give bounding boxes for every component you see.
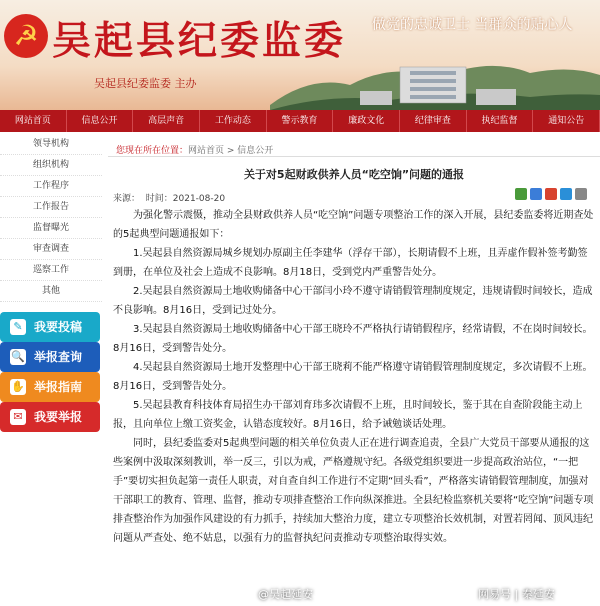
report-guide-button[interactable] <box>0 372 100 402</box>
nav-leadership-voice[interactable]: 高层声音 <box>133 110 200 132</box>
pencil-icon: ✎ <box>10 319 26 335</box>
nav-integrity-culture[interactable]: 廉政文化 <box>333 110 400 132</box>
watermark-left: @吴起延安 <box>258 588 313 601</box>
party-emblem-icon: ☭ <box>4 14 48 58</box>
breadcrumb <box>116 143 273 156</box>
make-report-label: 我要举报 <box>34 410 83 424</box>
article-paragraph: 同时，县纪委监委对5起典型问题的相关单位负责人正在进行调查追责，全县广大党员干部要从通报的这些案例中汲取深刻教训，举一反三，引以为戒，严格遵规守纪。各级党组织要进一步提高政治站位，“一把手”要切实担负起第一责任人职责，对自查自纠工作进行不定期“回头看”，严格落实请销假管理制度，加强对干部职工的教育、管理、监督，推动专项排查整治工作向纵深推进。全县纪检监察机关要将“吃空饷”问题专项排查整治作为加强作风建设的有力抓手，持续加大整治力度，建立专项整治长效机制，对置若罔闻、顶风违纪问题从严查处、绝不姑息，以强有力的监督执纪问责推动专项整治取得实效。 <box>113 438 594 544</box>
nav-info-public[interactable]: 信息公开 <box>67 110 134 132</box>
sidebar-item-inspection[interactable]: 巡察工作 <box>0 260 102 281</box>
nav-discipline-review[interactable]: 纪律审查 <box>400 110 467 132</box>
nav-work-news[interactable]: 工作动态 <box>200 110 267 132</box>
sidebar-item-report[interactable]: 工作报告 <box>0 197 102 218</box>
sidebar-item-leadership[interactable]: 领导机构 <box>0 134 102 155</box>
sidebar-item-exposure[interactable]: 监督曝光 <box>0 218 102 239</box>
share-more-icon[interactable] <box>575 188 587 200</box>
sidebar-item-organization[interactable]: 组织机构 <box>0 155 102 176</box>
submit-article-button[interactable] <box>0 312 100 342</box>
report-query-label: 举报查询 <box>34 350 83 364</box>
share-weibo-icon[interactable] <box>545 188 557 200</box>
time-label: 时间： <box>145 194 173 204</box>
article-paragraph: 2.吴起县自然资源局土地收购储备中心干部闫小玲不遵守请销假管理制度规定，违规请假时间较长，造成不良影响。8月16日，受到记过处分。 <box>113 286 593 316</box>
share-qzone-icon[interactable] <box>530 188 542 200</box>
site-header <box>0 0 600 110</box>
article-body <box>113 206 595 548</box>
make-report-button[interactable] <box>0 402 100 432</box>
publish-date: 2021-08-20 <box>172 194 226 204</box>
sidebar-item-other[interactable]: 其他 <box>0 281 102 302</box>
sidebar-item-procedure[interactable]: 工作程序 <box>0 176 102 197</box>
source-label: 来源： <box>113 194 141 204</box>
sponsor-label: 吴起县纪委监委 主办 <box>94 77 197 90</box>
report-query-button[interactable] <box>0 342 100 372</box>
search-icon: 🔍 <box>11 350 25 363</box>
report-guide-label: 举报指南 <box>34 380 83 394</box>
share-wechat-icon[interactable] <box>515 188 527 200</box>
article-paragraph: 3.吴起县自然资源局土地收购储备中心干部王晓玲不严格执行请销假程序，经常请假，不在岗时间较长。8月16日，受到警告处分。 <box>113 324 593 354</box>
sidebar-item-investigation[interactable]: 审查调查 <box>0 239 102 260</box>
breadcrumb-home[interactable]: 网站首页 <box>188 146 225 156</box>
site-title: 吴起县纪委监委 <box>52 18 347 64</box>
nav-warning-education[interactable]: 警示教育 <box>267 110 334 132</box>
share-bar <box>515 188 587 200</box>
breadcrumb-prefix: 您现在所在位置： <box>116 146 189 156</box>
breadcrumb-current[interactable]: 信息公开 <box>237 146 274 156</box>
article-paragraph: 1.吴起县自然资源局城乡规划办原副主任李建华（浮存干部），长期请假不上班，且弄虚作假补签考勤签到册，在单位及社会上造成不良影响。8月18日，受到党内严重警告处分。 <box>113 248 588 278</box>
site-slogan: 做党的忠诚卫士 当群众的贴心人 <box>372 17 573 33</box>
hand-icon: ✋ <box>11 380 25 393</box>
article-paragraph: 5.吴起县教育科技体育局招生办干部刘育玮多次请假不上班，且时间较长，鉴于其在自查阶段能主动上报，且向单位上缴工资奖金，认错态度较好。8月16日，给予诫勉谈话处理。 <box>113 400 583 430</box>
nav-notices[interactable]: 通知公告 <box>533 110 600 132</box>
nav-home[interactable]: 网站首页 <box>0 110 67 132</box>
breadcrumb-separator: > <box>224 146 238 156</box>
submit-article-label: 我要投稿 <box>34 320 83 334</box>
divider <box>108 156 600 157</box>
article-paragraph: 4.吴起县自然资源局土地开发整理中心干部王晓莉不能严格遵守请销假管理制度规定，多次请假不上班。8月16日，受到警告处分。 <box>113 362 593 392</box>
watermark-right: 网易号 | 秦延安 <box>478 588 555 601</box>
share-tencent-icon[interactable] <box>560 188 572 200</box>
sidebar <box>0 134 102 606</box>
article-title: 关于对5起财政供养人员“吃空饷”问题的通报 <box>243 168 465 181</box>
article-meta <box>113 191 225 204</box>
main-nav <box>0 110 600 132</box>
article-paragraph: 为强化警示震慑，推动全县财政供养人员“吃空饷”问题专项整治工作的深入开展，县纪委监委将近期查处的5起典型问题通报如下： <box>113 210 594 240</box>
envelope-icon: ✉ <box>10 409 26 425</box>
nav-supervision[interactable]: 执纪监督 <box>467 110 534 132</box>
